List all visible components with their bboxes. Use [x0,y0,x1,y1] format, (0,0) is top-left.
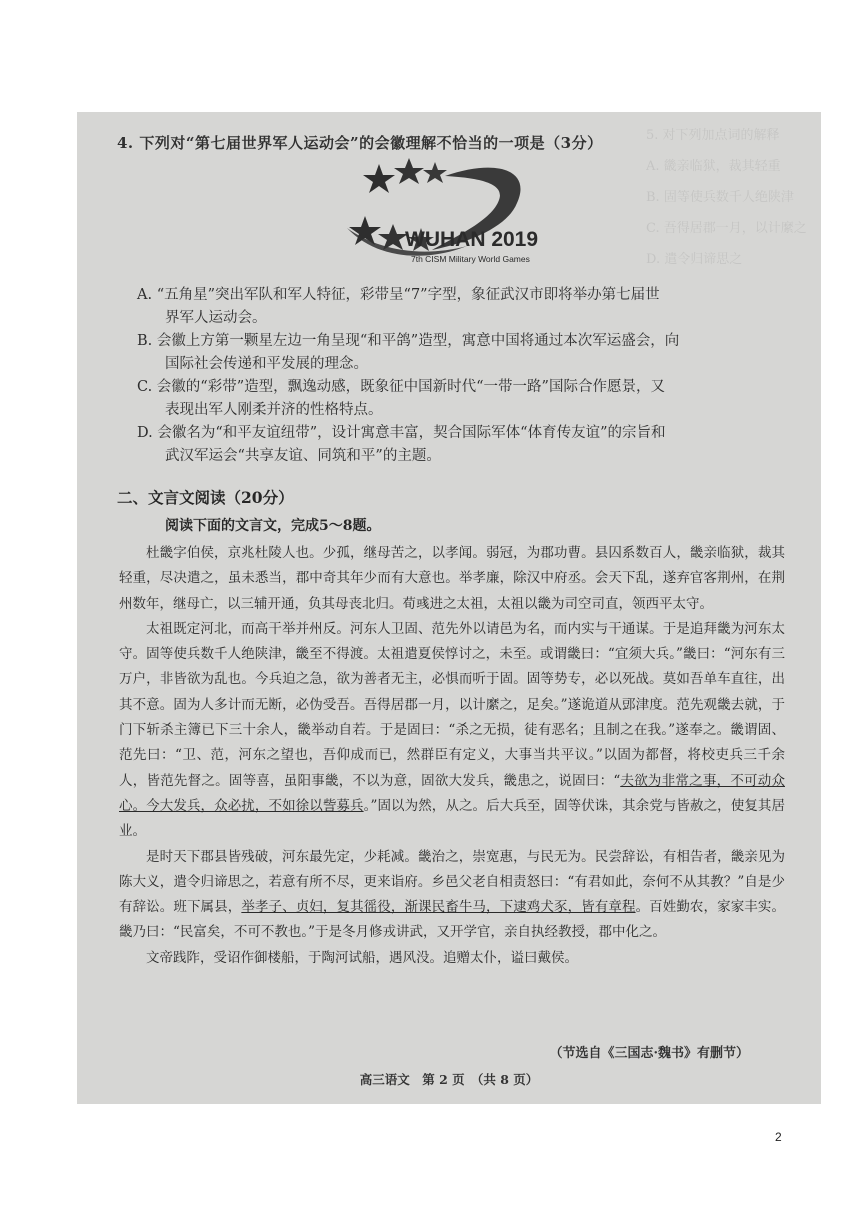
passage-paragraph-1: 杜畿字伯侯，京兆杜陵人也。少孤，继母苦之，以孝闻。弱冠，为郡功曹。县囚系数百人，畿亲临狱，裁其轻重，尽决遣之，虽未悉当，郡中奇其年少而有大意也。举孝廉，除汉中府丞。会天下乱，遂弃官客荆州，在荆州数年，继母亡，以三辅开通，负其母丧北归。荀彧进之太祖，太祖以畿为司空司直，领西平太守。 [119,545,785,612]
option-text-cont: 国际社会传递和平发展的理念。 [165,356,368,372]
section-instruction: 阅读下面的文言文，完成5～8题。 [165,518,381,534]
option-text-cont: 武汉军运会“共享友谊、同筑和平”的主题。 [165,448,441,464]
passage-paragraph-4: 文帝践阼，受诏作御楼船，于陶河试船，遇风没。追赠太仆，谥曰戴侯。 [146,949,578,966]
passage-paragraph-2 [119,617,785,845]
option-c [137,376,777,422]
option-label: D. [137,425,153,441]
passage-text: 。百姓勤农，家家丰实。畿乃曰：“民富矣，不可不教也。”于是冬月修戎讲武，又开学官，亲自执经教授，郡中化之。 [119,899,785,941]
option-b [137,330,777,376]
passage-text: 。”固以为然，从之。后大兵至，固等伏诛，其余党与皆赦之，使复其居业。 [119,797,786,840]
classical-passage [119,541,785,971]
games-logo [317,158,567,280]
option-label: C. [137,379,153,395]
bleed-through-text: 5. 对下列加点词的解释 A. 畿亲临狱，裁其轻重 B. 固等使兵数千人绝陕津 C. 吾得居郡一月，以计縻之 D. 遣令归谛思之 [646,128,807,267]
logo-subtitle: 7th CISM Military World Games [411,254,530,264]
question-4-options [137,284,777,468]
option-label: B. [137,333,153,349]
cism-emblem-icon [317,158,567,280]
option-text: 会徽上方第一颗星左边一角呈现“和平鸽”造型，寓意中国将通过本次军运盛会，向 [156,333,680,349]
section-heading: 二、文言文阅读（20分） [117,488,294,507]
option-text-cont: 界军人运动会。 [165,310,267,326]
option-a [137,284,777,330]
page-footer: 高三语文 第 2 页 （共 8 页） [359,1072,539,1087]
option-text: “五角星”突出军队和军人特征，彩带呈“7”字型，象征武汉市即将举办第七届世 [156,287,660,303]
option-text: 会徽名为“和平友谊纽带”，设计寓意丰富，契合国际军体“体育传友谊”的宗旨和 [157,425,666,441]
passage-paragraph-3 [119,845,785,946]
option-label: A. [137,287,153,303]
underlined-sentence-2: 举孝子、贞妇，复其徭役，渐课民畜牛马，下逮鸡犬豕，皆有章程 [241,899,636,916]
logo-title: WUHAN 2019 [405,228,539,251]
passage-source: （节选自《三国志·魏书》有删节） [549,1046,749,1061]
option-text-cont: 表现出军人刚柔并济的性格特点。 [165,402,383,418]
option-text: 会徽的“彩带”造型，飘逸动感，既象征中国新时代“一带一路”国际合作愿景，又 [156,379,665,395]
question-4-title: 4. 下列对“第七届世界军人运动会”的会徽理解不恰当的一项是（3分） [117,134,603,152]
page-number: 2 [775,1130,782,1144]
passage-text: 太祖既定河北，而高干举并州反。河东人卫固、范先外以请邑为名，而内实与干通谋。于是追拜畿为河东太守。固等使兵数千人绝陕津，畿至不得渡。太祖遣夏侯惇讨之，未至。或谓畿曰：“宜须大兵。”畿曰：“河东有三万户，非皆欲为乱也。今兵迫之急，欲为善者无主，必惧而听于固。固等势专，必以死战。莫如吾单车直往，出其不意。固为人多计而无断，必伪受吾。吾得居郡一月，以计縻之，足矣。”遂诡道从郖津度。范先观畿去就，于门下斩杀主簿已下三十余人，畿举动自若。于是固曰：“杀之无损，徒有恶名；且制之在我。”遂奉之。畿谓固、范先曰：“卫、范，河东之望也，吾仰成而已，然群臣有定义，大事当共平议。”以固为都督，将校吏兵三千余人，皆范先督之。固等喜，虽阳事畿，不以为意，固欲大发兵，畿患之，说固曰：“ [119,620,785,789]
underlined-sentence-1: 夫欲为非常之事，不可动众心。今大发兵，众必扰，不如徐以訾募兵 [119,772,786,814]
scanned-page-photo [77,112,821,1104]
passage-text: 是时天下郡县皆残破，河东最先定，少耗减。畿治之，崇宽惠，与民无为。民尝辞讼，有相告者，畿亲见为陈大义，遣令归谛思之，若意有所不尽，更来诣府。乡邑父老自相责怒曰：“有君如此，奈何不从其教？”自是少有辞讼。班下属县， [119,848,785,916]
option-d [137,422,777,468]
